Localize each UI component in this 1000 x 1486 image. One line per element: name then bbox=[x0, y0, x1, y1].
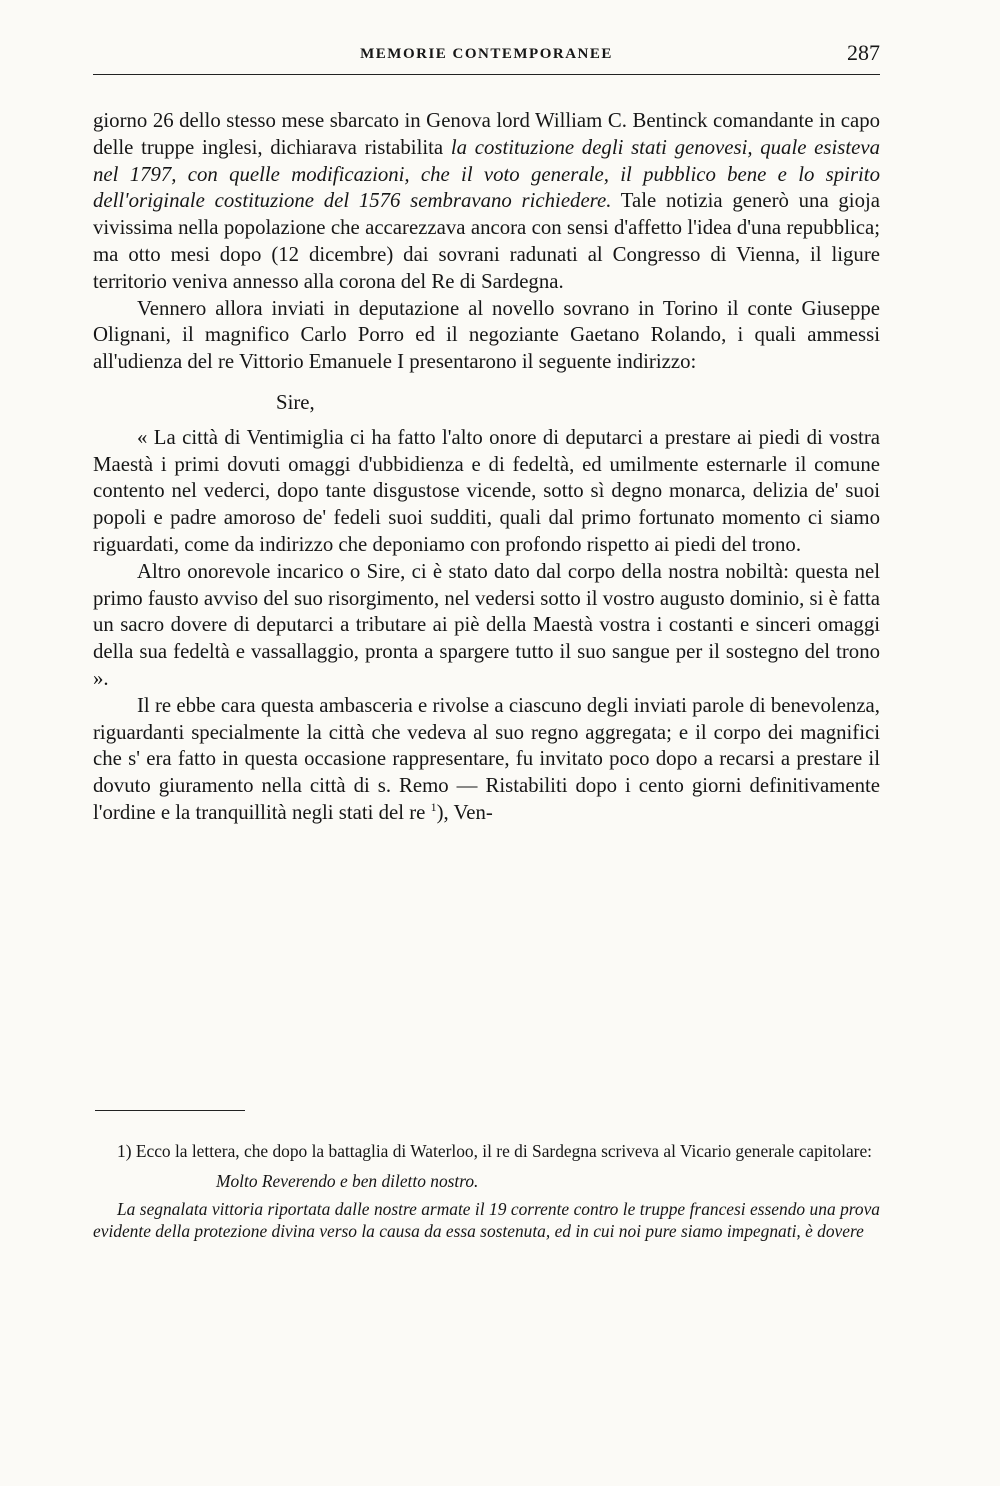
paragraph-1-lead: giorno 26 dello stesso mese sbarcato in Genova lord William C. Bentinck comandante in capo delle truppe inglesi, dichiarava ristabilita bbox=[93, 109, 880, 159]
paragraph-1-tail: Tale notizia generò una gioja vivissima nella popolazione che accarezzava ancora con sensi d'affetto l'idea d'una repubblica; ma otto mesi dopo (12 dicembre) dai sovrani radunati al Congresso di Vienna, il ligure territorio veniva annesso alla corona del Re di Sardegna. bbox=[93, 189, 880, 293]
paragraph-3-tail: ), Ven- bbox=[436, 800, 493, 824]
paragraph-2: Vennero allora inviati in deputazione al novello sovrano in Torino il conte Giuseppe Olignani, il magnifico Carlo Porro ed il negoziante Gaetano Rolando, i quali ammessi all'udienza del re Vittorio Emanuele I presentarono il seguente indirizzo: bbox=[93, 296, 880, 374]
running-head: MEMORIE CONTEMPORANEE bbox=[360, 46, 613, 62]
paragraph-1 bbox=[93, 108, 880, 296]
address-paragraph-2: Altro onorevole incarico o Sire, ci è stato dato dal corpo della nostra nobiltà: questa nel primo fausto avviso del suo risorgimento, nel vedersi sotto il vostro augusto dominio, si è fatta un sacro dovere di deputarci a tributare ai piè della Maestà vostra i costanti e sinceri omaggi della sua fedeltà e vassallaggio, pronta a spargere tutto il suo sangue per il sostegno del trono ». bbox=[93, 559, 880, 690]
footnote-letter-salutation-text: Molto Reverendo e ben diletto nostro. bbox=[216, 1171, 479, 1191]
page-header bbox=[93, 40, 880, 75]
footnote-1-text: Ecco la lettera, che dopo la battaglia di Waterloo, il re di Sardegna scriveva al Vicario generale capitolare: bbox=[131, 1141, 873, 1161]
footnote-letter-salutation bbox=[93, 1170, 880, 1192]
paragraph-3 bbox=[93, 693, 880, 827]
footnote-letter-body bbox=[93, 1198, 880, 1242]
footnote-letter-body-text: La segnalata vittoria riportata dalle nostre armate il 19 corrente contro le truppe francesi essendo una prova evidente della protezione divina verso la causa da essa sostenuta, ed in cui noi pure siamo impegnati, è dovere bbox=[93, 1199, 880, 1241]
paragraph-1-italic-quote: la costituzione degli stati genovesi, quale esisteva nel 1797, con quelle modificazioni, che il voto generale, il pubblico bene e lo spirito dell'originale costituzione del 1576 sembravano richiedere. bbox=[93, 135, 880, 213]
paragraph-3-lead: Il re ebbe cara questa ambasceria e rivolse a ciascuno degli inviati parole di benevolenza, riguardanti specialmente la città che vedeva al suo regno aggregata; e il corpo dei magnifici che s' era fatto in questa occasione rappresentare, fu invitato poco dopo a recarsi a prestare il dovuto giuramento nella città di s. Remo — Ristabiliti dopo i cento giorni definitivamente l'ordine e la tranquillità negli stati del re bbox=[93, 693, 880, 824]
footnote-reference: 1 bbox=[430, 800, 437, 814]
address-paragraph-1: « La città di Ventimiglia ci ha fatto l'alto onore di deputarci a prestare ai piedi di vostra Maestà i primi dovuti omaggi d'ubbidienza e di fedeltà, ed umilmente esternarle il comune contento nel vederci, dopo tante disgustose vicende, sotto sì degno monarca, delizia de' suoi popoli e padre amoroso de' fedeli suoi sudditi, quali dal primo fortunato momento ci siamo riguardati, come da indirizzo che deponiamo con profondo rispetto ai piedi del trono. bbox=[93, 425, 880, 556]
footnote-divider bbox=[95, 1110, 245, 1111]
footnote-1 bbox=[93, 1140, 880, 1162]
address-salutation: Sire, bbox=[276, 390, 315, 414]
page-number: 287 bbox=[847, 40, 880, 65]
main-text bbox=[93, 108, 880, 827]
footnotes bbox=[93, 1140, 880, 1242]
footnote-1-label: 1) bbox=[117, 1141, 132, 1161]
